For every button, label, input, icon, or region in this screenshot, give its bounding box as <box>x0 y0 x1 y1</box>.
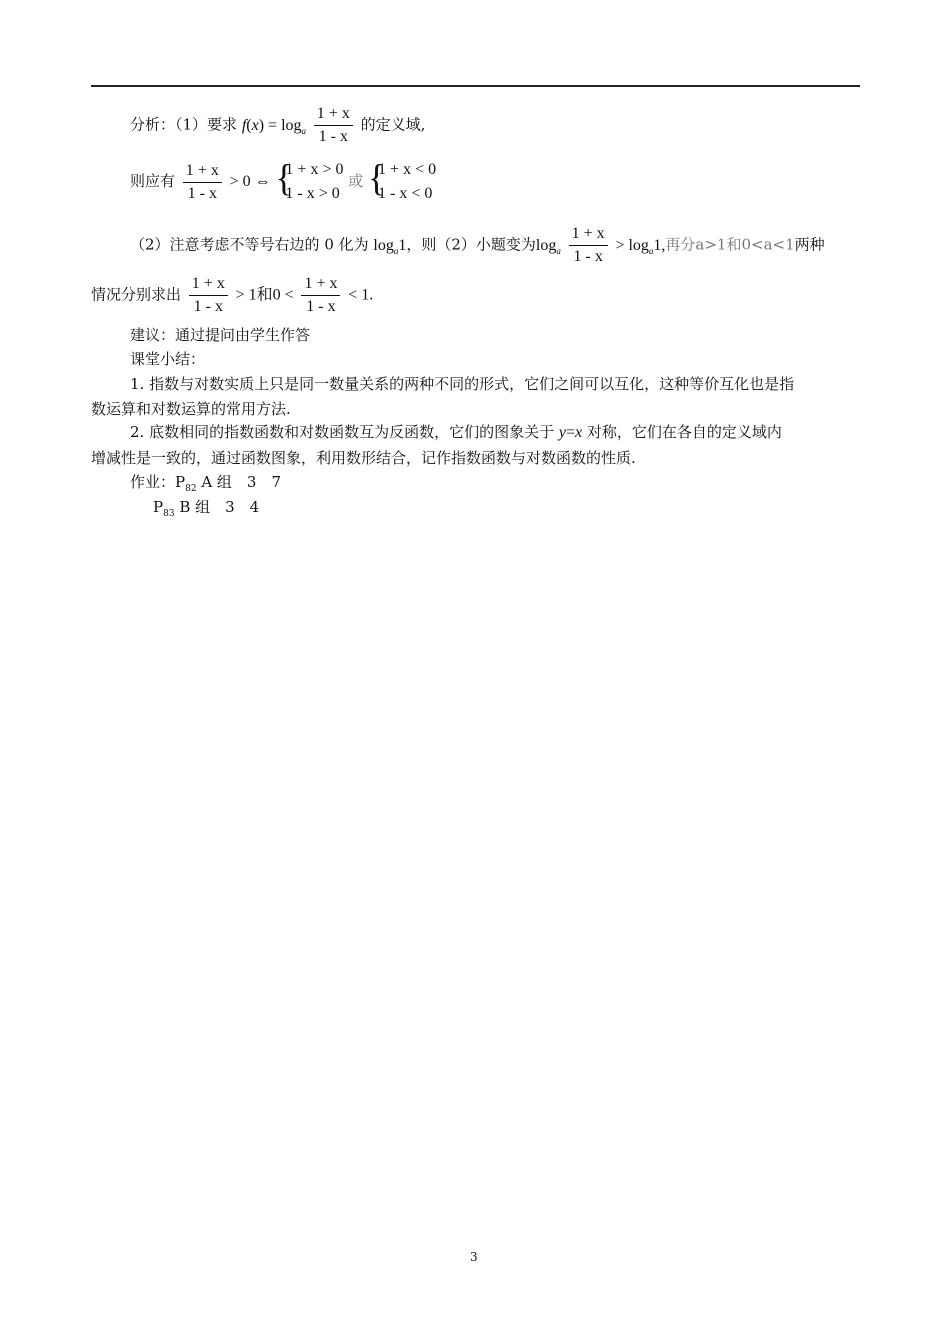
system-1-row-2: 1 - x > 0 <box>285 185 340 202</box>
fraction <box>301 274 340 317</box>
frac-num: 1 + x <box>189 274 228 296</box>
homework-items: B 组 3 4 <box>179 498 260 516</box>
log-base: a <box>393 245 399 256</box>
summary-point-2 <box>130 422 782 443</box>
log-text: log <box>373 236 394 254</box>
analysis-line: 分析：（1）要求 $f(x) = \log_a$ $\frac{1 + x}{1 - x}$ 的定义域, <box>130 105 426 145</box>
summary-heading: 课堂小结： <box>130 350 206 368</box>
page-subscript: 83 <box>163 509 175 519</box>
log-text: > log <box>615 236 649 254</box>
log-arg: 1 <box>398 236 407 254</box>
condition-label: 则应有 <box>130 172 176 190</box>
frac-num: 1 + x <box>314 104 353 126</box>
fraction <box>183 161 222 204</box>
system-1-row-1: 1 + x > 0 <box>285 161 344 178</box>
system-2: { 1 + x < 0 1 - x < 0 <box>368 158 436 206</box>
page-number: 3 <box>470 1250 478 1264</box>
var-x: x <box>575 424 583 441</box>
condition-line <box>130 158 436 206</box>
frac-den: 1 - x <box>187 184 217 202</box>
log-base: a <box>301 125 307 136</box>
fraction <box>569 224 608 267</box>
homework-lead: P <box>153 498 164 516</box>
var-y: y <box>558 424 566 441</box>
frac-den: 1 - x <box>193 298 223 315</box>
homework-line-1 <box>130 472 281 495</box>
frac-num: 1 + x <box>183 161 222 183</box>
or-word: 或 <box>348 172 364 190</box>
equals: = <box>565 424 576 441</box>
log-text: ) = log <box>258 116 302 134</box>
frac-den: 1 - x <box>573 248 603 265</box>
log-text: log <box>535 236 557 254</box>
point-2-lead: 2. 底数相同的指数函数和对数函数互为反函数，它们的图象关于 <box>130 423 555 441</box>
header-rule <box>91 85 860 87</box>
cases-lead: 情况分别求出 <box>91 285 182 304</box>
relation-symbol: > 0 ⇔ <box>229 173 271 190</box>
page-subscript: 82 <box>185 484 197 494</box>
cases-line <box>91 274 373 317</box>
homework-line-2 <box>153 497 259 520</box>
suggestion-line: 建议：通过提问由学生作答 <box>130 326 311 344</box>
part2-mid: ，则（2）小题变为 <box>406 235 536 254</box>
frac-den: 1 - x <box>306 298 336 315</box>
inequality-1: > 1和0 < <box>235 286 294 304</box>
analysis-label: 分析：（1）要求 <box>130 115 238 134</box>
part2-line <box>130 224 825 267</box>
summary-point-2-cont: 增减性是一致的，通过函数图象，利用数形结合，记作指数函数与对数函数的性质. <box>91 449 636 467</box>
part2-lead: （2）注意考虑不等号右边的 0 化为 <box>130 235 369 254</box>
domain-text: 的定义域, <box>360 115 426 134</box>
log-arg: 1, <box>653 236 666 254</box>
var-x: x <box>251 116 259 134</box>
func-f: f <box>241 116 247 134</box>
frac-num: 1 + x <box>301 274 340 296</box>
fraction <box>189 274 228 317</box>
summary-point-1: 1. 指数与对数实质上只是同一数量关系的两种不同的形式，它们之间可以互化，这种等价互化也是指 <box>130 375 795 393</box>
fraction <box>314 104 353 147</box>
frac-num: 1 + x <box>569 224 608 246</box>
system-2-row-1: 1 + x < 0 <box>378 161 437 178</box>
log-base: a <box>556 245 561 256</box>
point-2-tail: 对称，它们在各自的定义域内 <box>586 423 782 441</box>
system-2-row-2: 1 - x < 0 <box>378 185 433 202</box>
case-text: 再分a>1和0<a<1 <box>665 235 795 254</box>
system-1: { 1 + x > 0 1 - x > 0 <box>275 158 343 206</box>
inequality-2: < 1. <box>348 286 374 304</box>
summary-point-1-cont: 数运算和对数运算的常用方法. <box>91 400 291 418</box>
homework-items: A 组 3 7 <box>201 473 282 491</box>
homework-lead: 作业：P <box>130 473 186 491</box>
log-base: a <box>648 245 654 256</box>
part2-tail: 两种 <box>794 235 825 254</box>
frac-den: 1 - x <box>318 128 348 145</box>
